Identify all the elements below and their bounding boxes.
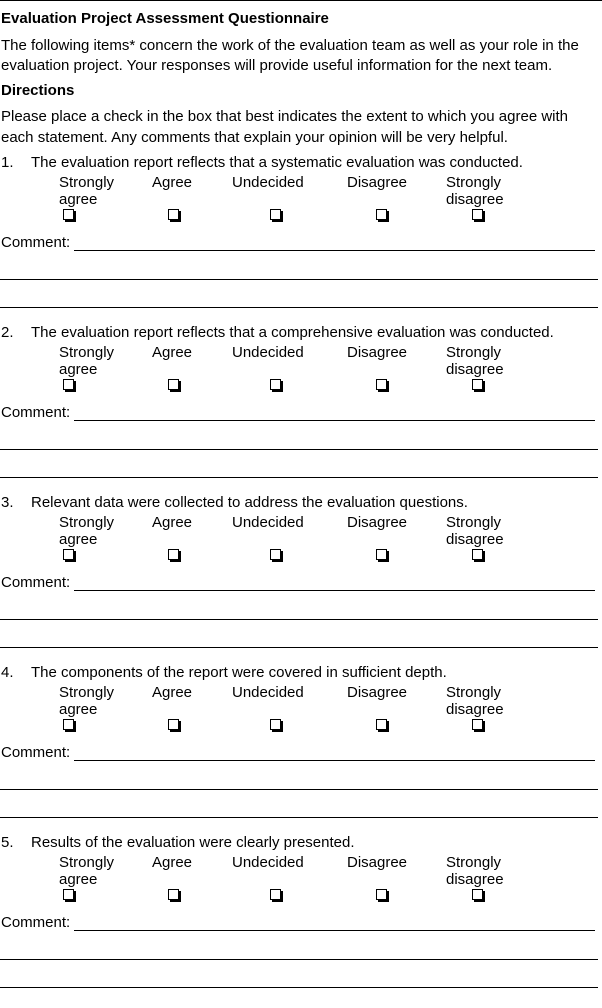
response-option-label [152, 684, 192, 701]
question-item [0, 834, 602, 1004]
option-label-line: Undecided [232, 514, 304, 531]
option-label-line: Strongly [59, 514, 115, 531]
question-text: The evaluation report reflects that a comprehensive evaluation was conducted. [31, 324, 554, 341]
response-option-label [59, 514, 114, 548]
checkbox[interactable] [472, 209, 483, 220]
question-text: Relevant data were collected to address the evaluation questions. [31, 494, 468, 511]
option-label-line: Undecided [232, 854, 304, 871]
checkbox[interactable] [376, 549, 387, 560]
comment-line[interactable] [74, 930, 595, 931]
response-option-label [232, 344, 304, 361]
checkbox[interactable] [270, 719, 281, 730]
comment-label: Comment: [1, 914, 71, 931]
comment-line[interactable] [0, 449, 598, 450]
checkbox[interactable] [472, 719, 483, 730]
checkbox[interactable] [63, 549, 74, 560]
option-label-line: agree [59, 361, 98, 378]
response-option-label [347, 174, 407, 191]
question-number: 2. [1, 324, 14, 341]
option-label-line: Undecided [232, 684, 304, 701]
comment-label: Comment: [1, 234, 71, 251]
checkbox[interactable] [168, 719, 179, 730]
response-option-label [152, 174, 192, 191]
option-label-line: Disagree [347, 344, 408, 361]
checkbox[interactable] [472, 889, 483, 900]
checkbox[interactable] [376, 719, 387, 730]
response-option-label [59, 344, 114, 378]
option-label-line: Strongly [446, 684, 502, 701]
response-option-label [59, 684, 114, 718]
question-item [0, 154, 602, 324]
option-label-line: agree [59, 191, 98, 208]
comment-line[interactable] [0, 477, 598, 478]
response-option-label [232, 514, 304, 531]
checkbox[interactable] [168, 889, 179, 900]
option-label-line: Agree [152, 514, 193, 531]
question-text: The evaluation report reflects that a systematic evaluation was conducted. [31, 154, 523, 171]
comment-line[interactable] [0, 959, 598, 960]
option-label-line: Undecided [232, 174, 304, 191]
comment-label: Comment: [1, 744, 71, 761]
comment-line[interactable] [0, 279, 598, 280]
comment-line[interactable] [74, 760, 595, 761]
comment-line[interactable] [74, 420, 595, 421]
question-text: The components of the report were covered in sufficient depth. [31, 664, 447, 681]
response-option-label [152, 344, 192, 361]
response-option-label [446, 854, 504, 888]
checkbox[interactable] [63, 209, 74, 220]
response-option-label [446, 514, 504, 548]
option-label-line: disagree [446, 361, 504, 378]
checkbox[interactable] [168, 549, 179, 560]
checkbox[interactable] [168, 209, 179, 220]
option-label-line: disagree [446, 531, 504, 548]
option-label-line: Strongly [446, 514, 502, 531]
response-option-label [232, 174, 304, 191]
response-option-label [152, 514, 192, 531]
option-label-line: disagree [446, 191, 504, 208]
response-option-label [347, 344, 407, 361]
checkbox[interactable] [270, 209, 281, 220]
comment-line[interactable] [74, 590, 595, 591]
question-text: Results of the evaluation were clearly presented. [31, 834, 355, 851]
top-rule [0, 0, 602, 1]
option-label-line: Agree [152, 684, 193, 701]
option-label-line: disagree [446, 871, 504, 888]
option-label-line: Strongly [59, 174, 115, 191]
option-label-line: Disagree [347, 514, 408, 531]
checkbox[interactable] [270, 889, 281, 900]
option-label-line: Disagree [347, 854, 408, 871]
option-label-line: Agree [152, 174, 193, 191]
checkbox[interactable] [270, 379, 281, 390]
checkbox[interactable] [168, 379, 179, 390]
checkbox[interactable] [376, 209, 387, 220]
option-label-line: Undecided [232, 344, 304, 361]
response-option-label [59, 854, 114, 888]
directions-heading: Directions [1, 82, 75, 99]
response-option-label [446, 344, 504, 378]
response-option-label [446, 174, 504, 208]
option-label-line: Agree [152, 344, 193, 361]
checkbox[interactable] [63, 719, 74, 730]
checkbox[interactable] [472, 549, 483, 560]
comment-line[interactable] [0, 619, 598, 620]
option-label-line: agree [59, 701, 98, 718]
comment-label: Comment: [1, 574, 71, 591]
question-item [0, 664, 602, 834]
response-option-label [347, 854, 407, 871]
response-option-label [232, 854, 304, 871]
option-label-line: Agree [152, 854, 193, 871]
option-label-line: Disagree [347, 684, 408, 701]
question-number: 1. [1, 154, 14, 171]
response-option-label [59, 174, 114, 208]
question-number: 3. [1, 494, 14, 511]
question-item [0, 324, 602, 494]
response-option-label [446, 684, 504, 718]
question-item [0, 494, 602, 664]
checkbox[interactable] [63, 379, 74, 390]
question-number: 5. [1, 834, 14, 851]
option-label-line: Strongly [59, 854, 115, 871]
option-label-line: disagree [446, 701, 504, 718]
checkbox[interactable] [376, 889, 387, 900]
option-label-line: Strongly [446, 854, 502, 871]
option-label-line: agree [59, 871, 98, 888]
checkbox[interactable] [472, 379, 483, 390]
response-option-label [232, 684, 304, 701]
option-label-line: Strongly [59, 684, 115, 701]
option-label-line: Strongly [446, 344, 502, 361]
question-number: 4. [1, 664, 14, 681]
comment-label: Comment: [1, 404, 71, 421]
comment-line[interactable] [74, 250, 595, 251]
checkbox[interactable] [270, 549, 281, 560]
directions-text: Please place a check in the box that best indicates the extent to which you agree with each statement. Any comments that explain your opinion will be very helpful. [1, 108, 569, 146]
option-label-line: Strongly [446, 174, 502, 191]
response-option-label [347, 514, 407, 531]
comment-line[interactable] [0, 987, 598, 988]
comment-line[interactable] [0, 647, 598, 648]
form-title: Evaluation Project Assessment Questionnaire [1, 10, 329, 27]
comment-line[interactable] [0, 789, 598, 790]
comment-line[interactable] [0, 817, 598, 818]
checkbox[interactable] [376, 379, 387, 390]
option-label-line: Strongly [59, 344, 115, 361]
option-label-line: agree [59, 531, 98, 548]
response-option-label [347, 684, 407, 701]
comment-line[interactable] [0, 307, 598, 308]
intro-text: The following items* concern the work of the evaluation team as well as your role in the evaluation project. Your responses will provide useful information for the next team. [1, 37, 579, 74]
checkbox[interactable] [63, 889, 74, 900]
response-option-label [152, 854, 192, 871]
option-label-line: Disagree [347, 174, 408, 191]
